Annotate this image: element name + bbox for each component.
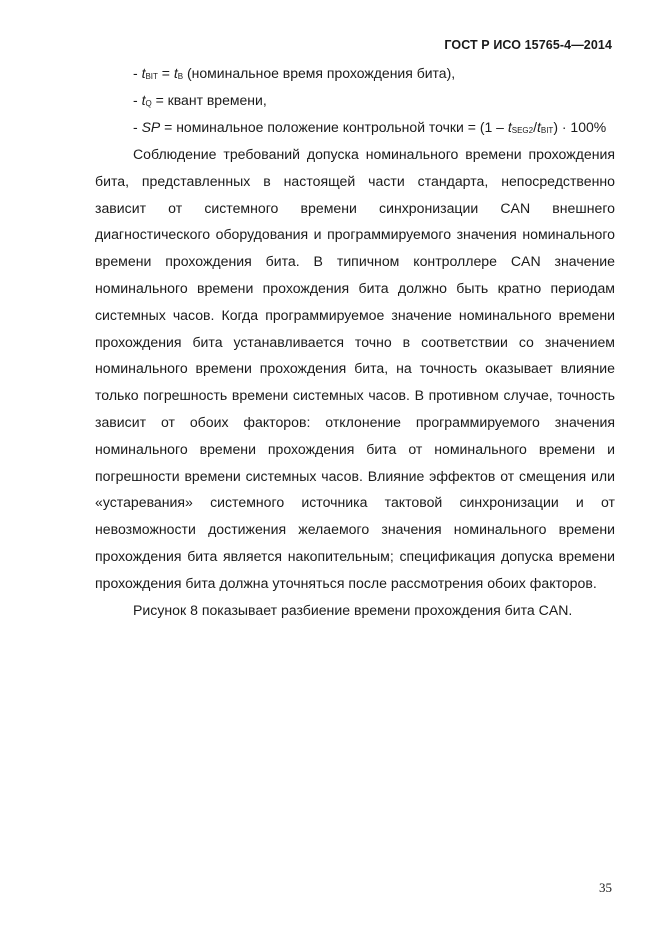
subscript: SEG2 [511, 126, 534, 135]
definition-text: (номинальное время прохождения бита), [183, 65, 456, 81]
definition-item: - SP = номинальное положение контрольной точки = $(1 - t_{SEG2}/t_{BIT}) \cdot 100\%$ [133, 119, 607, 135]
definition-text: = номинальное положение контрольной точки = (1 – [160, 119, 508, 135]
variable: t [536, 119, 541, 135]
paragraph: Соблюдение требований допуска номинального времени прохождения бита, представленных в настоящей части стандарта, непосредственно зависит от системного времени синхронизации CAN внешнего диагностического оборудования и программируемого значения номинального времени прохождения бита. В типичном контроллере CAN значение номинального времени прохождения бита должно быть кратно периодам системных часов. Когда программируемое значение номинального времени прохождения бита устанавливается точно в соответствии со значением номинального времени прохождения бита, на точность оказывает влияние только погрешность времени системных часов. В противном случае, точность зависит от обоих факторов: отклонение программируемого значения номинального времени прохождения бита от номинального времени и погрешности времени системных часов. Влияние эффектов от смещения или «устаревания» системного источника тактовой синхронизации и от невозможности достижения желаемого значения номинального времени прохождения бита является накопительным; спецификация допуска времени прохождения бита должна уточняться после рассмотрения обоих факторов. [95, 146, 615, 591]
page-number: 35 [599, 880, 612, 895]
document-header [444, 38, 612, 52]
variable: t [173, 65, 178, 81]
variable: SP [141, 119, 161, 135]
subscript: B [177, 72, 184, 81]
definitions-list [133, 60, 606, 141]
standard-title: ГОСТ Р ИСО 15765-4—2014 [444, 38, 612, 52]
subscript: BIT [540, 126, 554, 135]
definition-item: - $t_{BIT} = t_B$ (номинальное время прохождения бита), [133, 65, 456, 81]
subscript: BIT [145, 72, 158, 81]
definition-text: = квант времени, [151, 92, 267, 108]
variable: t [141, 92, 146, 108]
variable: t [507, 119, 512, 135]
definition-text: ) · 100% [553, 119, 607, 135]
main-text [95, 141, 615, 623]
paragraph: Рисунок 8 показывает разбиение времени прохождения бита CAN. [133, 601, 573, 618]
subscript: Q [145, 99, 152, 108]
definition-item: - $t_Q$ = квант времени, [133, 92, 267, 108]
variable: t [141, 65, 146, 81]
